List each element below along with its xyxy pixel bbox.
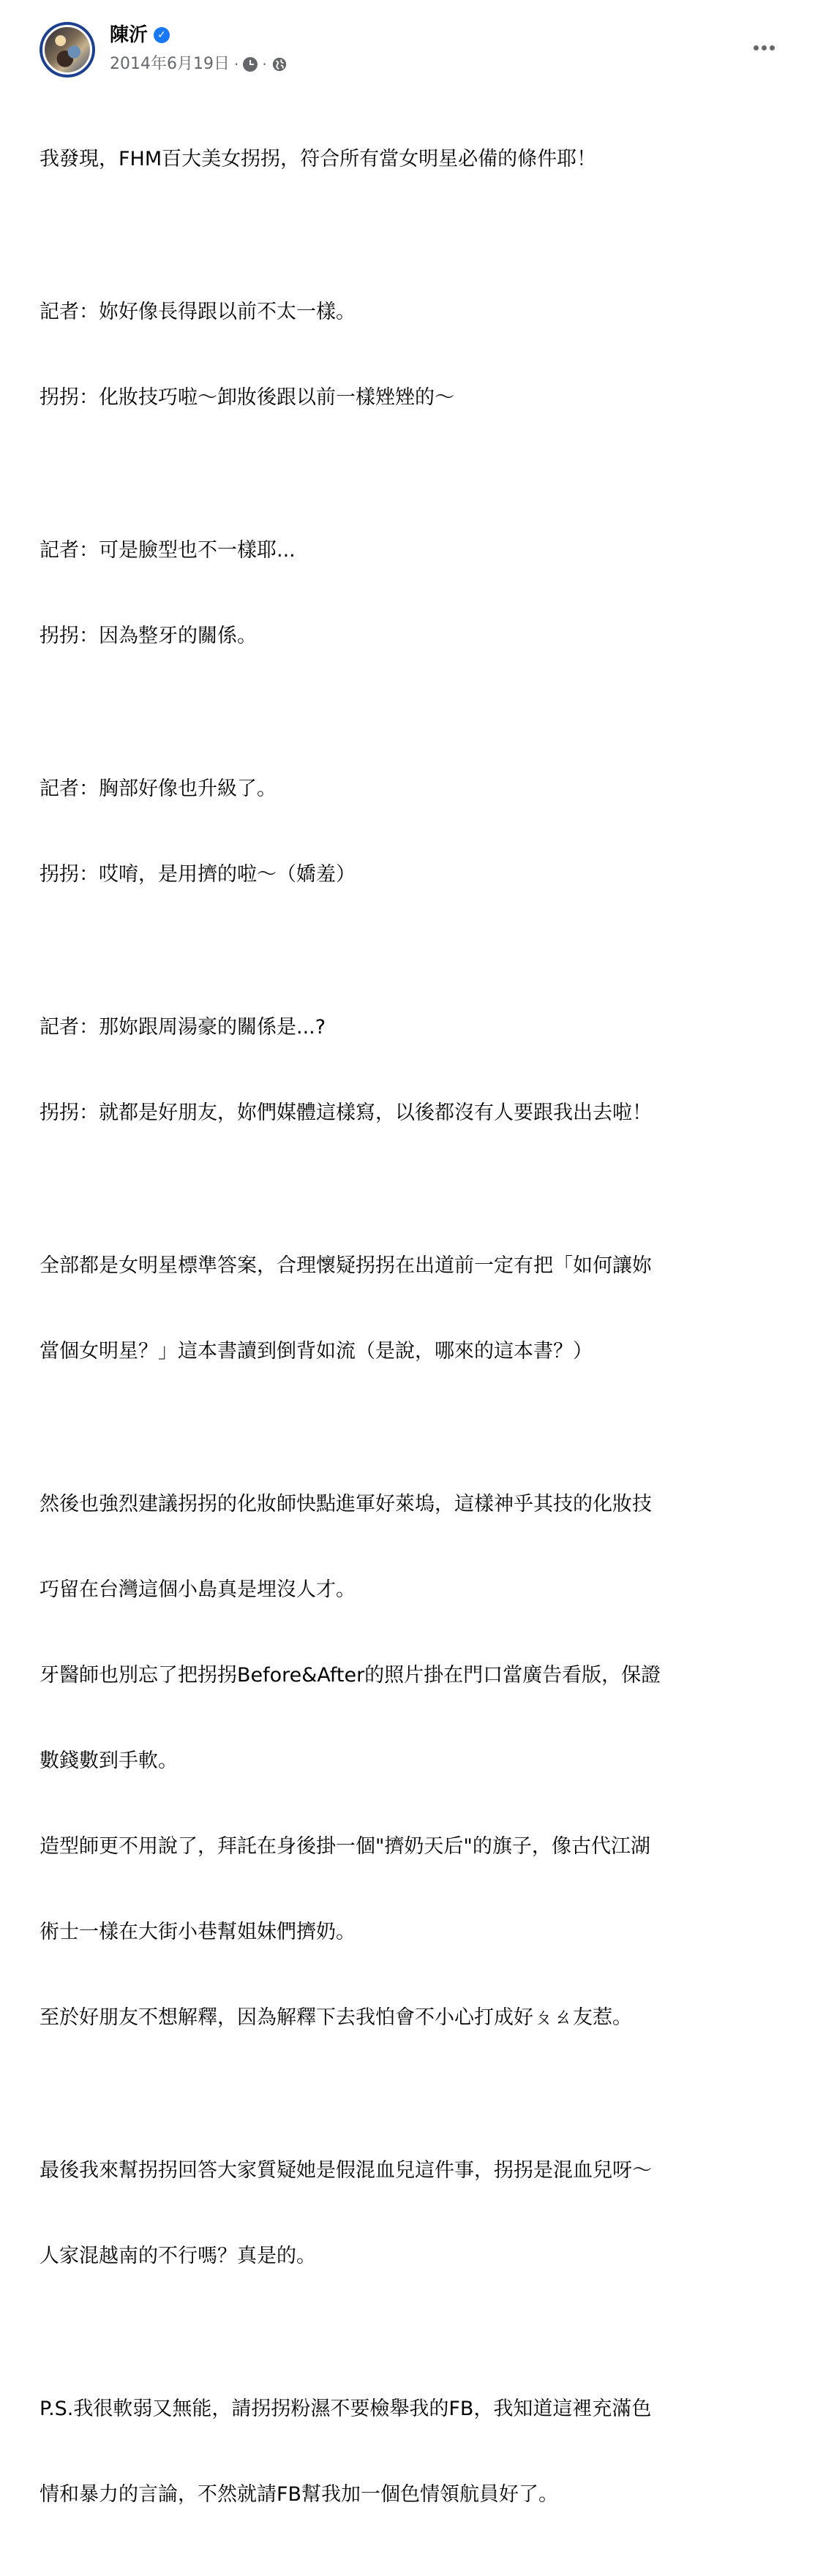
paragraph-9 <box>40 2338 735 2566</box>
author-avatar[interactable] <box>40 22 95 78</box>
more-options-button[interactable] <box>749 37 778 59</box>
text-line: 拐拐：因為整牙的關係。 <box>40 625 257 647</box>
text-line: 最後我來幫拐拐回答大家質疑她是假混血兒這件事，拐拐是混血兒呀～ <box>40 2159 652 2182</box>
meta-separator-2: · <box>262 56 267 73</box>
text-line: 數錢數到手軟。 <box>40 1750 178 1772</box>
text-line: 然後也強烈建議拐拐的化妝師快點進軍好萊塢，這樣神乎其技的化妝技 <box>40 1493 652 1515</box>
post-meta <box>110 54 288 75</box>
meta-separator: · <box>233 56 239 73</box>
verified-badge-icon: ✓ <box>154 27 170 43</box>
text-line: 記者：可是臉型也不一樣耶... <box>40 539 296 562</box>
paragraph-2 <box>40 241 735 469</box>
author-name[interactable]: 陳沂 <box>110 24 149 46</box>
text-line: 術士一樣在大街小巷幫姐妹們擠奶。 <box>40 1921 356 1943</box>
text-line: 情和暴力的言論，不然就請FB幫我加一個色情領航員好了。 <box>40 2483 559 2506</box>
more-options-icon-dot <box>770 45 775 50</box>
post-message <box>40 88 735 2576</box>
text-line: 拐拐：哎唷，是用擠的啦～（嬌羞） <box>40 863 356 886</box>
more-options-icon-dot <box>762 45 767 50</box>
text-line: 記者：那妳跟周湯豪的關係是...? <box>40 1016 326 1039</box>
paragraph-7 <box>40 1433 735 2089</box>
paragraph-6 <box>40 1194 735 1423</box>
text-line: 我發現，FHM百大美女拐拐，符合所有當女明星必備的條件耶！ <box>40 148 597 170</box>
text-line: 記者：胸部好像也升級了。 <box>40 777 277 800</box>
post-header <box>40 20 778 82</box>
paragraph-1 <box>40 88 735 230</box>
text-line: 人家混越南的不行嗎？真是的。 <box>40 2245 316 2267</box>
more-options-icon <box>754 45 759 50</box>
text-line: 拐拐：化妝技巧啦～卸妝後跟以前一樣矬矬的～ <box>40 386 454 409</box>
globe-icon[interactable] <box>271 56 288 72</box>
text-line: 拐拐：就都是好朋友，妳們媒體這樣寫，以後都沒有人要跟我出去啦！ <box>40 1101 652 1124</box>
text-line: 造型師更不用說了，拜託在身後掛一個"擠奶天后"的旗子，像古代江湖 <box>40 1835 650 1858</box>
text-line: 記者：妳好像長得跟以前不太一樣。 <box>40 301 356 323</box>
text-line: 至於好朋友不想解釋，因為解釋下去我怕會不小心打成好ㄆㄠ友惹。 <box>40 2006 632 2029</box>
text-line: 當個女明星？」這本書讀到倒背如流（是說，哪來的這本書？） <box>40 1340 593 1363</box>
text-line: 巧留在台灣這個小島真是埋沒人才。 <box>40 1578 356 1601</box>
paragraph-8 <box>40 2099 735 2327</box>
avatar-image <box>42 25 92 75</box>
post-date[interactable]: 2014年6月19日 <box>110 55 230 73</box>
text-line: 全部都是女明星標準答案，合理懷疑拐拐在出道前一定有把「如何讓妳 <box>40 1254 652 1277</box>
paragraph-4 <box>40 718 735 946</box>
paragraph-5 <box>40 956 735 1184</box>
author-row <box>110 23 170 47</box>
text-line: 牙醫師也別忘了把拐拐Before&After的照片掛在門口當廣告看版，保證 <box>40 1664 661 1687</box>
clock-icon <box>243 57 258 72</box>
text-line: P.S.我很軟弱又無能，請拐拐粉濕不要檢舉我的FB，我知道這裡充滿色 <box>40 2398 652 2420</box>
paragraph-3 <box>40 479 735 707</box>
